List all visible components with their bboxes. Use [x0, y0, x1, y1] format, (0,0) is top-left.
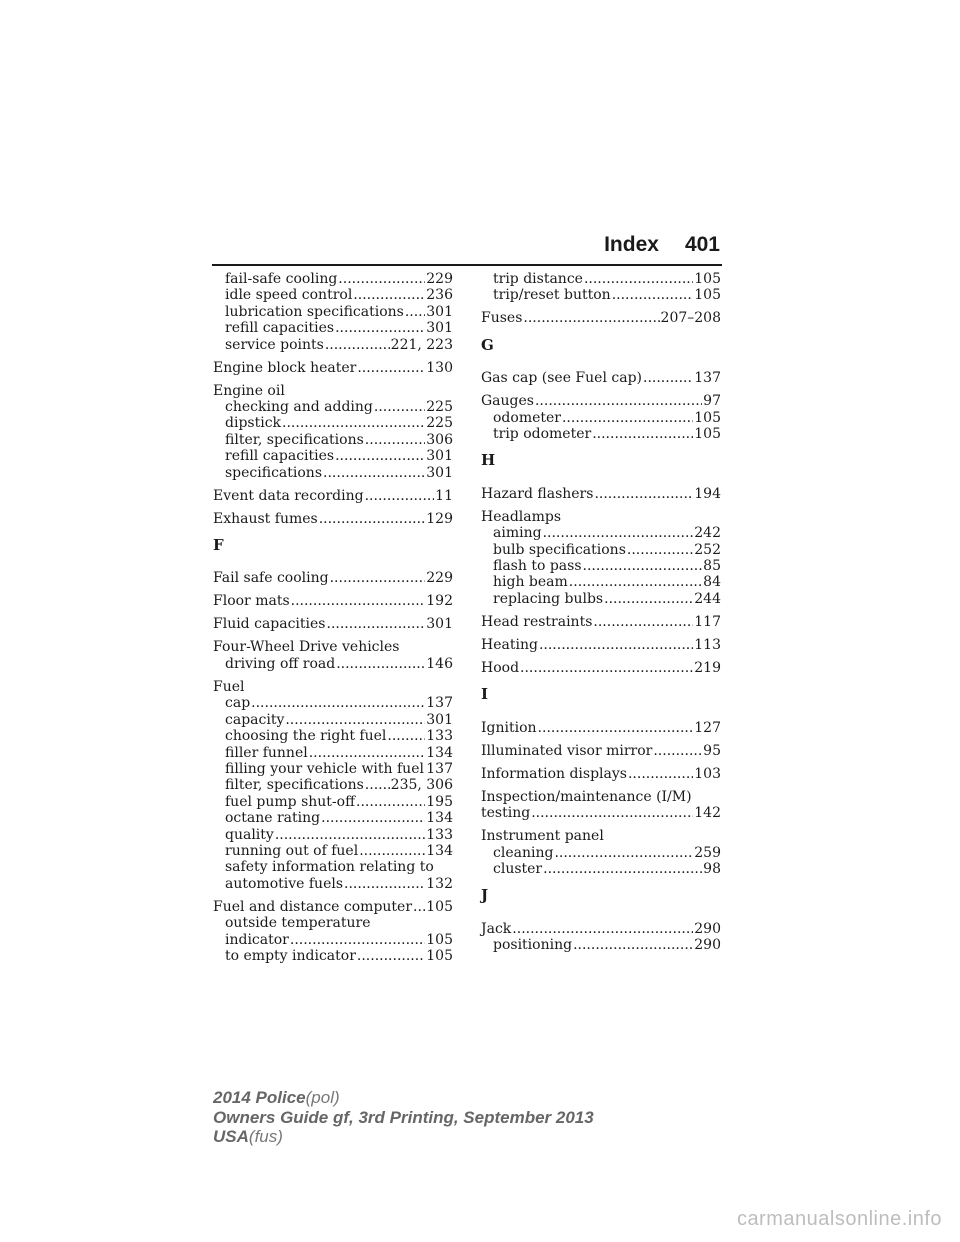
entry-term: running out of fuel — [225, 842, 359, 859]
entry-page-ref: 301 — [426, 711, 453, 728]
entry-term: bulb specifications — [493, 541, 626, 558]
leader-dots — [592, 426, 693, 442]
entry-term: checking and adding — [225, 399, 373, 416]
entry-term: fuel pump shut-off — [225, 793, 356, 810]
index-entry — [213, 593, 453, 609]
leader-dots — [365, 488, 435, 504]
leader-dots — [282, 415, 425, 431]
leader-dots — [604, 591, 693, 607]
leader-dots — [535, 393, 702, 409]
index-entry — [213, 679, 453, 695]
leader-dots — [290, 932, 425, 948]
entry-page-ref: 259 — [694, 844, 721, 861]
page-number: 401 — [684, 233, 720, 256]
entry-page-ref: 105 — [426, 947, 453, 964]
leader-dots — [330, 570, 426, 586]
page-title: Index — [604, 233, 659, 256]
leader-dots — [612, 287, 694, 303]
leader-dots — [523, 310, 659, 326]
index-subentry — [481, 845, 721, 861]
index-subentry — [213, 712, 453, 728]
entry-page-ref: 142 — [694, 805, 721, 822]
entry-page-ref: 105 — [694, 409, 721, 426]
leader-dots — [338, 271, 425, 287]
entry-term: automotive fuels — [225, 875, 344, 892]
leader-dots — [627, 542, 693, 558]
header-rule — [212, 264, 722, 266]
leader-dots — [357, 360, 425, 376]
entry-page-ref: 290 — [694, 920, 721, 937]
entry-term: Illuminated visor mirror — [481, 742, 653, 759]
entry-gap — [481, 653, 721, 660]
entry-gap — [213, 353, 453, 360]
index-entry — [481, 637, 721, 653]
index-entry — [481, 789, 721, 805]
index-entry — [213, 383, 453, 399]
entry-term: Event data recording — [213, 487, 364, 504]
entry-page-ref: 103 — [694, 765, 721, 782]
entry-page-ref: 290 — [694, 937, 721, 954]
index-subentry — [213, 827, 453, 843]
index-subentry — [213, 432, 453, 448]
index-column-right — [481, 271, 721, 954]
index-entry — [481, 370, 721, 386]
index-subentry — [213, 320, 453, 336]
entry-term: Fuses — [481, 310, 523, 327]
entry-term: cleaning — [493, 844, 554, 861]
entry-gap — [213, 633, 453, 640]
footer-line-edition: Owners Guide gf, 3rd Printing, September 2013 — [213, 1107, 594, 1127]
entry-term: odometer — [493, 409, 561, 426]
index-subentry — [213, 728, 453, 744]
index-subentry — [213, 695, 453, 711]
entry-term: Fuel and distance computer — [213, 898, 413, 915]
index-subentry — [213, 287, 453, 303]
entry-page-ref: 229 — [426, 570, 453, 587]
entry-gap — [213, 672, 453, 679]
index-subentry — [481, 591, 721, 607]
leader-dots — [512, 921, 693, 937]
index-entry — [481, 509, 721, 525]
leader-dots — [356, 794, 425, 810]
entry-term: dipstick — [225, 415, 282, 432]
index-subentry — [213, 656, 453, 672]
index-subentry — [213, 271, 453, 287]
entry-gap — [481, 607, 721, 614]
index-column-left — [213, 271, 453, 964]
entry-page-ref: 132 — [426, 875, 453, 892]
index-subentry — [213, 761, 453, 777]
entry-page-ref: 244 — [694, 590, 721, 607]
index-subentry — [213, 948, 453, 964]
entry-term: idle speed control — [225, 287, 353, 304]
index-entry — [481, 486, 721, 502]
entry-gap — [213, 376, 453, 383]
entry-term: Gauges — [481, 393, 534, 410]
index-entry — [481, 805, 721, 821]
entry-gap — [213, 481, 453, 488]
entry-page-ref: 219 — [694, 659, 721, 676]
entry-term: trip/reset button — [493, 287, 611, 304]
index-subentry — [481, 426, 721, 442]
index-subentry — [213, 415, 453, 431]
leader-dots — [374, 399, 425, 415]
entry-term: aiming — [493, 525, 542, 542]
entry-term: driving off road — [225, 655, 336, 672]
entry-page-ref: 301 — [426, 616, 453, 633]
leader-dots — [531, 805, 693, 821]
entry-term: Instrument panel — [481, 828, 604, 845]
entry-term: filter, specifications — [225, 777, 364, 794]
index-entry — [213, 616, 453, 632]
index-section-letter: G — [481, 335, 494, 354]
leader-dots — [594, 486, 693, 502]
entry-term: testing — [481, 805, 531, 822]
index-subentry — [213, 399, 453, 415]
entry-term: Head restraints — [481, 613, 593, 630]
leader-dots — [357, 948, 425, 964]
leader-dots — [325, 337, 390, 353]
entry-term: lubrication specifications — [225, 303, 404, 320]
index-entry — [481, 828, 721, 844]
entry-gap — [481, 759, 721, 766]
entry-gap — [481, 502, 721, 509]
entry-page-ref: 229 — [426, 271, 453, 287]
leader-dots — [628, 766, 693, 782]
index-subentry — [213, 876, 453, 892]
index-section-letter: I — [481, 685, 489, 704]
entry-page-ref: 235, 306 — [390, 777, 453, 794]
entry-term: specifications — [225, 464, 323, 481]
index-section-letter: J — [481, 886, 489, 905]
index-subentry — [213, 448, 453, 464]
entry-term: Ignition — [481, 719, 537, 736]
entry-term: capacity — [225, 711, 285, 728]
index-section-letter: H — [481, 451, 496, 470]
entry-term: choosing the right fuel — [225, 728, 387, 745]
entry-term: Heating — [481, 636, 538, 653]
leader-dots — [365, 432, 425, 448]
entry-term: quality — [225, 826, 274, 843]
entry-page-ref: 137 — [426, 760, 453, 777]
entry-term: Fail safe cooling — [213, 570, 329, 587]
entry-term: refill capacities — [225, 448, 335, 465]
leader-dots — [539, 637, 693, 653]
entry-page-ref: 95 — [703, 742, 721, 759]
entry-term: filler funnel — [225, 744, 308, 761]
entry-gap — [213, 892, 453, 899]
entry-gap — [481, 304, 721, 311]
entry-term: high beam — [493, 574, 568, 591]
entry-page-ref: 130 — [426, 359, 453, 376]
footer-line-region: USA(fus) — [213, 1127, 283, 1146]
entry-term: Information displays — [481, 765, 627, 782]
entry-term: to empty indicator — [225, 947, 356, 964]
entry-page-ref: 137 — [694, 370, 721, 387]
entry-page-ref: 105 — [426, 931, 453, 948]
leader-dots — [353, 287, 425, 303]
leader-dots — [583, 558, 703, 574]
leader-dots — [335, 448, 425, 464]
entry-term: Exhaust fumes — [213, 510, 318, 527]
index-entry — [481, 310, 721, 326]
leader-dots — [554, 845, 693, 861]
entry-term: refill capacities — [225, 320, 335, 337]
entry-term: cap — [225, 695, 251, 712]
entry-page-ref: 98 — [703, 860, 721, 877]
watermark-text: carmanualsonline.info — [736, 1208, 942, 1230]
entry-term: Jack — [481, 920, 512, 937]
leader-dots — [323, 465, 425, 481]
index-subentry — [481, 410, 721, 426]
leader-dots — [365, 777, 390, 793]
index-subentry — [481, 525, 721, 541]
entry-term: Gas cap (see Fuel cap) — [481, 370, 642, 387]
entry-page-ref: 225 — [426, 415, 453, 432]
index-entry — [481, 393, 721, 409]
entry-page-ref: 252 — [694, 541, 721, 558]
leader-dots — [593, 614, 693, 630]
entry-gap — [481, 782, 721, 789]
entry-term: octane rating — [225, 810, 321, 827]
entry-term: Hazard flashers — [481, 485, 594, 502]
entry-page-ref: 105 — [694, 287, 721, 304]
document-footer — [213, 1088, 594, 1147]
entry-page-ref: 105 — [426, 898, 453, 915]
leader-dots — [562, 410, 693, 426]
entry-page-ref: 84 — [703, 574, 721, 591]
leader-dots — [275, 827, 425, 843]
entry-page-ref: 306 — [426, 431, 453, 448]
index-subentry — [481, 271, 721, 287]
entry-term: positioning — [493, 937, 573, 954]
leader-dots — [584, 271, 693, 287]
entry-page-ref: 105 — [694, 426, 721, 443]
index-entry — [213, 360, 453, 376]
index-entry — [213, 488, 453, 504]
entry-term: flash to pass — [493, 558, 582, 575]
entry-term: fail-safe cooling — [225, 271, 338, 287]
entry-term: filter, specifications — [225, 431, 364, 448]
entry-page-ref: 301 — [426, 320, 453, 337]
leader-dots — [309, 745, 426, 761]
entry-page-ref: 97 — [703, 393, 721, 410]
entry-gap — [213, 504, 453, 511]
index-subentry — [213, 794, 453, 810]
entry-term: service points — [225, 336, 324, 353]
index-subentry — [213, 915, 453, 931]
index-subentry — [213, 843, 453, 859]
entry-page-ref: 195 — [426, 793, 453, 810]
leader-dots — [543, 525, 694, 541]
leader-dots — [413, 899, 425, 915]
leader-dots — [251, 695, 425, 711]
entry-page-ref: 127 — [694, 719, 721, 736]
index-subentry — [213, 810, 453, 826]
entry-gap — [481, 736, 721, 743]
entry-term: Fluid capacities — [213, 616, 326, 633]
entry-term: Hood — [481, 659, 520, 676]
entry-page-ref: 134 — [426, 842, 453, 859]
footer-line-model: 2014 Police(pol) — [213, 1088, 340, 1107]
leader-dots — [344, 876, 425, 892]
index-subentry — [213, 337, 453, 353]
entry-gap — [213, 587, 453, 594]
entry-term: trip odometer — [493, 426, 592, 443]
index-entry — [481, 660, 721, 676]
leader-dots — [319, 511, 426, 527]
entry-page-ref: 225 — [426, 399, 453, 416]
entry-page-ref: 301 — [426, 303, 453, 320]
leader-dots — [336, 656, 425, 672]
entry-gap — [481, 387, 721, 394]
entry-gap — [481, 630, 721, 637]
entry-page-ref: 134 — [426, 810, 453, 827]
index-section-letter: F — [213, 536, 224, 555]
index-subentry — [481, 937, 721, 953]
entry-gap — [481, 822, 721, 829]
entry-page-ref: 134 — [426, 744, 453, 761]
entry-page-ref: 221, 223 — [390, 336, 453, 353]
leader-dots — [335, 320, 425, 336]
entry-page-ref: 194 — [694, 485, 721, 502]
index-subentry — [481, 287, 721, 303]
leader-dots — [405, 304, 425, 320]
index-subentry — [213, 932, 453, 948]
leader-dots — [538, 720, 694, 736]
index-entry — [481, 921, 721, 937]
index-entry — [213, 570, 453, 586]
index-subentry — [481, 558, 721, 574]
entry-term: filling your vehicle with fuel — [225, 760, 424, 777]
entry-term: Fuel — [213, 678, 245, 695]
leader-dots — [543, 861, 702, 877]
entry-term: Floor mats — [213, 593, 290, 610]
entry-term: trip distance — [493, 271, 583, 287]
index-subentry — [213, 777, 453, 793]
leader-dots — [285, 712, 425, 728]
entry-page-ref: 133 — [426, 826, 453, 843]
index-entry — [481, 720, 721, 736]
leader-dots — [359, 843, 425, 859]
entry-page-ref: 236 — [426, 287, 453, 304]
page-header — [420, 228, 720, 262]
entry-term: Four-Wheel Drive vehicles — [213, 639, 400, 656]
entry-page-ref: 105 — [694, 271, 721, 287]
entry-page-ref: 242 — [694, 525, 721, 542]
index-subentry — [213, 745, 453, 761]
entry-page-ref: 301 — [426, 448, 453, 465]
entry-page-ref: 85 — [703, 558, 721, 575]
entry-term: indicator — [225, 931, 289, 948]
entry-term: Engine block heater — [213, 359, 357, 376]
leader-dots — [387, 728, 425, 744]
entry-term: outside temperature — [225, 915, 371, 932]
entry-term: replacing bulbs — [493, 590, 604, 607]
entry-gap — [213, 610, 453, 617]
entry-page-ref: 117 — [694, 613, 721, 630]
leader-dots — [569, 574, 702, 590]
index-entry — [213, 899, 453, 915]
index-entry — [481, 766, 721, 782]
entry-page-ref: 192 — [426, 593, 453, 610]
index-subentry — [481, 861, 721, 877]
leader-dots — [321, 810, 425, 826]
entry-page-ref: 301 — [426, 464, 453, 481]
entry-term: cluster — [493, 860, 543, 877]
leader-dots — [643, 370, 693, 386]
index-entry — [481, 614, 721, 630]
index-subentry — [213, 304, 453, 320]
index-entry — [213, 511, 453, 527]
index-subentry — [213, 465, 453, 481]
index-subentry — [481, 574, 721, 590]
entry-page-ref: 113 — [694, 636, 721, 653]
entry-page-ref: 146 — [426, 655, 453, 672]
leader-dots — [653, 743, 702, 759]
index-entry — [481, 743, 721, 759]
entry-page-ref: 207–208 — [660, 310, 721, 327]
index-subentry — [213, 859, 453, 875]
entry-page-ref: 133 — [426, 728, 453, 745]
entry-term: Headlamps — [481, 508, 562, 525]
entry-term: Inspection/maintenance (I/M) — [481, 788, 692, 805]
leader-dots — [520, 660, 693, 676]
leader-dots — [573, 937, 693, 953]
entry-term: Engine oil — [213, 382, 285, 399]
entry-page-ref: 137 — [426, 695, 453, 712]
entry-page-ref: 11 — [435, 487, 453, 504]
entry-term: safety information relating to — [225, 859, 434, 876]
index-entry — [213, 639, 453, 655]
leader-dots — [291, 593, 426, 609]
leader-dots — [327, 616, 426, 632]
entry-page-ref: 129 — [426, 510, 453, 527]
index-subentry — [481, 542, 721, 558]
